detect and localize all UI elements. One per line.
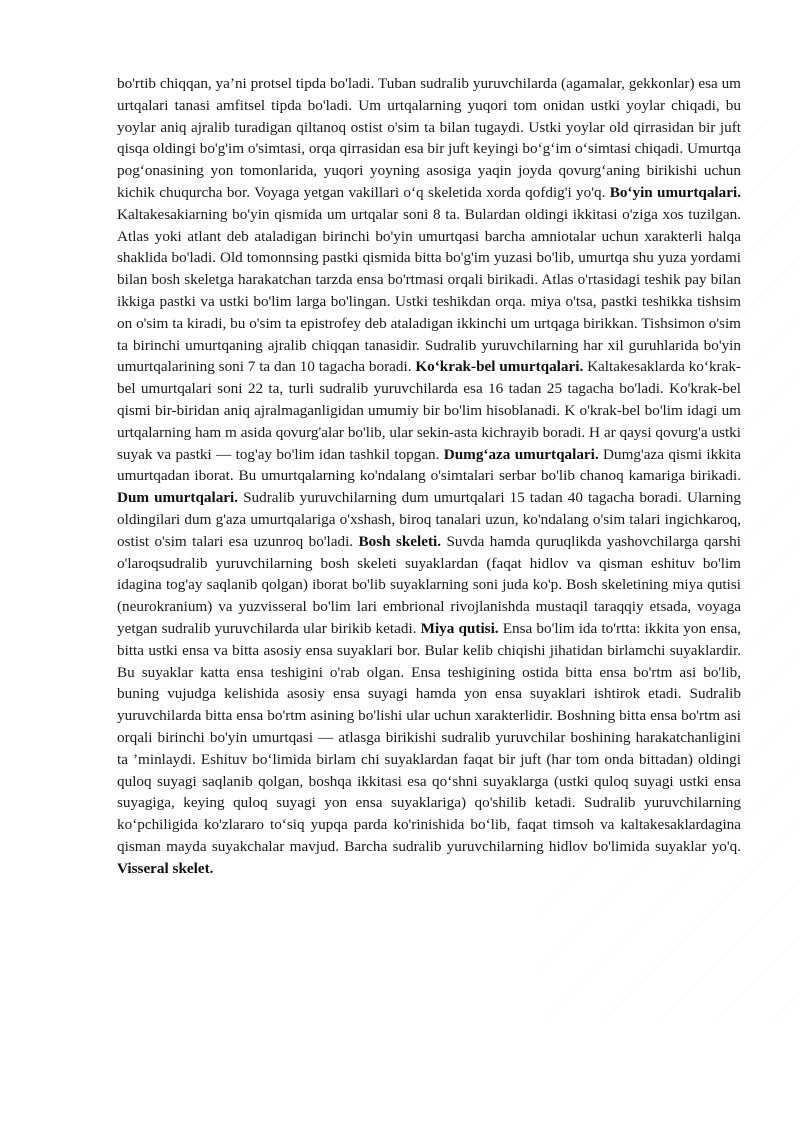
text-run: Suvda hamda quruqlikda yashovchilarga qarshi o'laroqsudralib yuruvchilarning bosh skeleti suyaklardan (faqat hidlov va qisman eshituv bo'lim idagina tog'ay saqlanib qolgan) iborat bo'lib suyaklarning soni juda ko'p. Bosh skeletining miya qutisi (neurokranium) va yuzvisseral bo'lim lari embrional rivojlanishda mustaqil taraqqiy etsada, voyaga yetgan sudralib yuruvchilarda ular birikib ketadi.	[117, 532, 741, 637]
section-heading: Ko‘krak-bel umurtqalari.	[415, 358, 584, 376]
text-run: Sudralib yuruvchilarning dum umurtqalari 15 tadan 40 tagacha boradi. Ularning oldingilari dum g'aza umurtqalariga o'xshash, biroq tanalari uzun, ko'ndalang o'sim talari ingichkaroq, ostist o'sim talari esa uzunroq bo'ladi.	[117, 489, 741, 550]
text-run: bo'rtib chiqqan, ya’ni protsel tipda bo'ladi. Tuban sudralib yuruvchilarda (agamalar, gekkonlar) esa um urtqalari tanasi amfitsel tipda bo'ladi. Um urtqalarning yuqori tom onidan ustki yoylar chiqadi, bu yoylar aniq ajralib turadigan qiltanoq ostist o'sim ta bilan tugaydi. Ustki yoylar old qirrasidan bir juft qisqa oldingi bo'g'im o'simtasi, orqa qirrasidan esa bir juft keyingi bo‘g‘im o‘simtasi chiqadi. Umurtqa pog‘onasining yon tomonlarida, yuqori yoyning asosiga yaqin joyda qovurg‘aning birikishi uchun kichik chuqurcha bor. Voyaga yetgan vakillari o‘q skeletida xorda qofdig'i yo'q.	[117, 75, 741, 201]
text-run: Kaltakesakiarning bo'yin qismida um urtqalar soni 8 ta. Bulardan oldingi ikkitasi o'ziga xos tuzilgan. Atlas yoki atlant deb ataladigan birinchi bo'yin umurtqasi barcha amniotalar uchun xarakterli halqa shaklida bo'ladi. Old tomonnsing pastki qismida bitta bo'g'im yuzasi bo'lib, umurtqa shu yuza yordami bilan bosh skeletga harakatchan tarzda ensa bo'rtmasi orqali birikadi. Atlas o'rtasidagi teshik pay bilan ikkiga pastki va ustki bo'lim larga bo'lingan. Ustki teshikdan orqa. miya o'tsa, pastki teshikka tishsim on o'sim ta kiradi, bu o'sim ta epistrofey deb ataladigan ikkinchi um urtqaga birikkan. Tishsimon o'sim ta birinchi umurtqaning ajralib chiqqan tanasidir. Sudralib yuruvchilarning har xil guruhlarida bo'yin umurtqalarining soni 7 ta dan 10 tagacha boradi.	[117, 205, 741, 376]
section-heading: Bo‘yin umurtqalari.	[609, 183, 741, 201]
text-run: Dumg'aza qismi ikkita umurtqadan iborat. Bu umurtqalarning ko'ndalang o'simtalari serbar bo'lib chanoq kamariga birikadi.	[117, 445, 741, 485]
section-heading: Dumg‘aza umurtqalari.	[443, 445, 599, 463]
section-heading: Bosh skeleti.	[358, 532, 442, 550]
section-heading: Dum umurtqalari.	[117, 489, 239, 507]
section-heading: Miya qutisi.	[420, 619, 499, 637]
text-run: Ensa bo'lim ida to'rtta: ikkita yon ensa, bitta ustki ensa va bitta asosiy ensa suyaklari bor. Bular kelib chiqishi jihatidan birlamchi suyaklardir. Bu suyaklar katta ensa teshigini o'rab olgan. Ensa teshigining ostida bitta ensa bo'rtm asi bo'lib, buning vujudga kelishida asosiy ensa suyagi hamda yon ensa suyaklari ishtirok etadi. Sudralib yuruvchilarda bitta ensa bo'rtm asining bo'lishi ular uchun xarakterlidir. Boshning bitta ensa bo'rtm asi orqali birinchi bo'yin umurtqasi — atlasga birikishi sudralib yuruvchilar boshining harakatchanligini ta ’minlaydi. Eshituv bo‘limida birlam chi suyaklardan faqat bir juft (har tom onda bittadan) oldingi quloq suyagi saqlanib qolgan, boshqa ikkitasi esa qo‘shni suyaklarga (ustki quloq suyagi ustki ensa suyagiga, keying quloq suyagi yon ensa suyaklariga) qo'shilib ketadi. Sudralib yuruvchilarning ko‘pchiligida ko'zlararo to‘siq yupqa parda ko'rinishida bo‘lib, faqat timsoh va kaltakesaklardagina qisman mayda suyakchalar mavjud. Barcha sudralib yuruvchilarning hidlov bo'limida suyaklar yo'q.	[117, 619, 741, 855]
document-page	[117, 73, 741, 879]
text-run: Kaltakesaklarda ko‘krak-bel umurtqalari soni 22 ta, turli sudralib yuruvchilarda esa 16 tadan 25 tagacha bo'ladi. Ko'krak-bel qismi bir-biridan aniq ajralmaganligidan umumiy bir bo'lim hisoblanadi. K o'krak-bel bo'lim idagi um urtqalarning ham m asida qovurg'alar bo'lib, ular sekin-asta kichrayib boradi. H ar qaysi qovurg'a ustki suyak va pastki — tog'ay bo'lim idan tashkil topgan.	[117, 358, 741, 463]
body-paragraph	[117, 73, 741, 879]
section-heading: Visseral skelet.	[117, 859, 214, 877]
